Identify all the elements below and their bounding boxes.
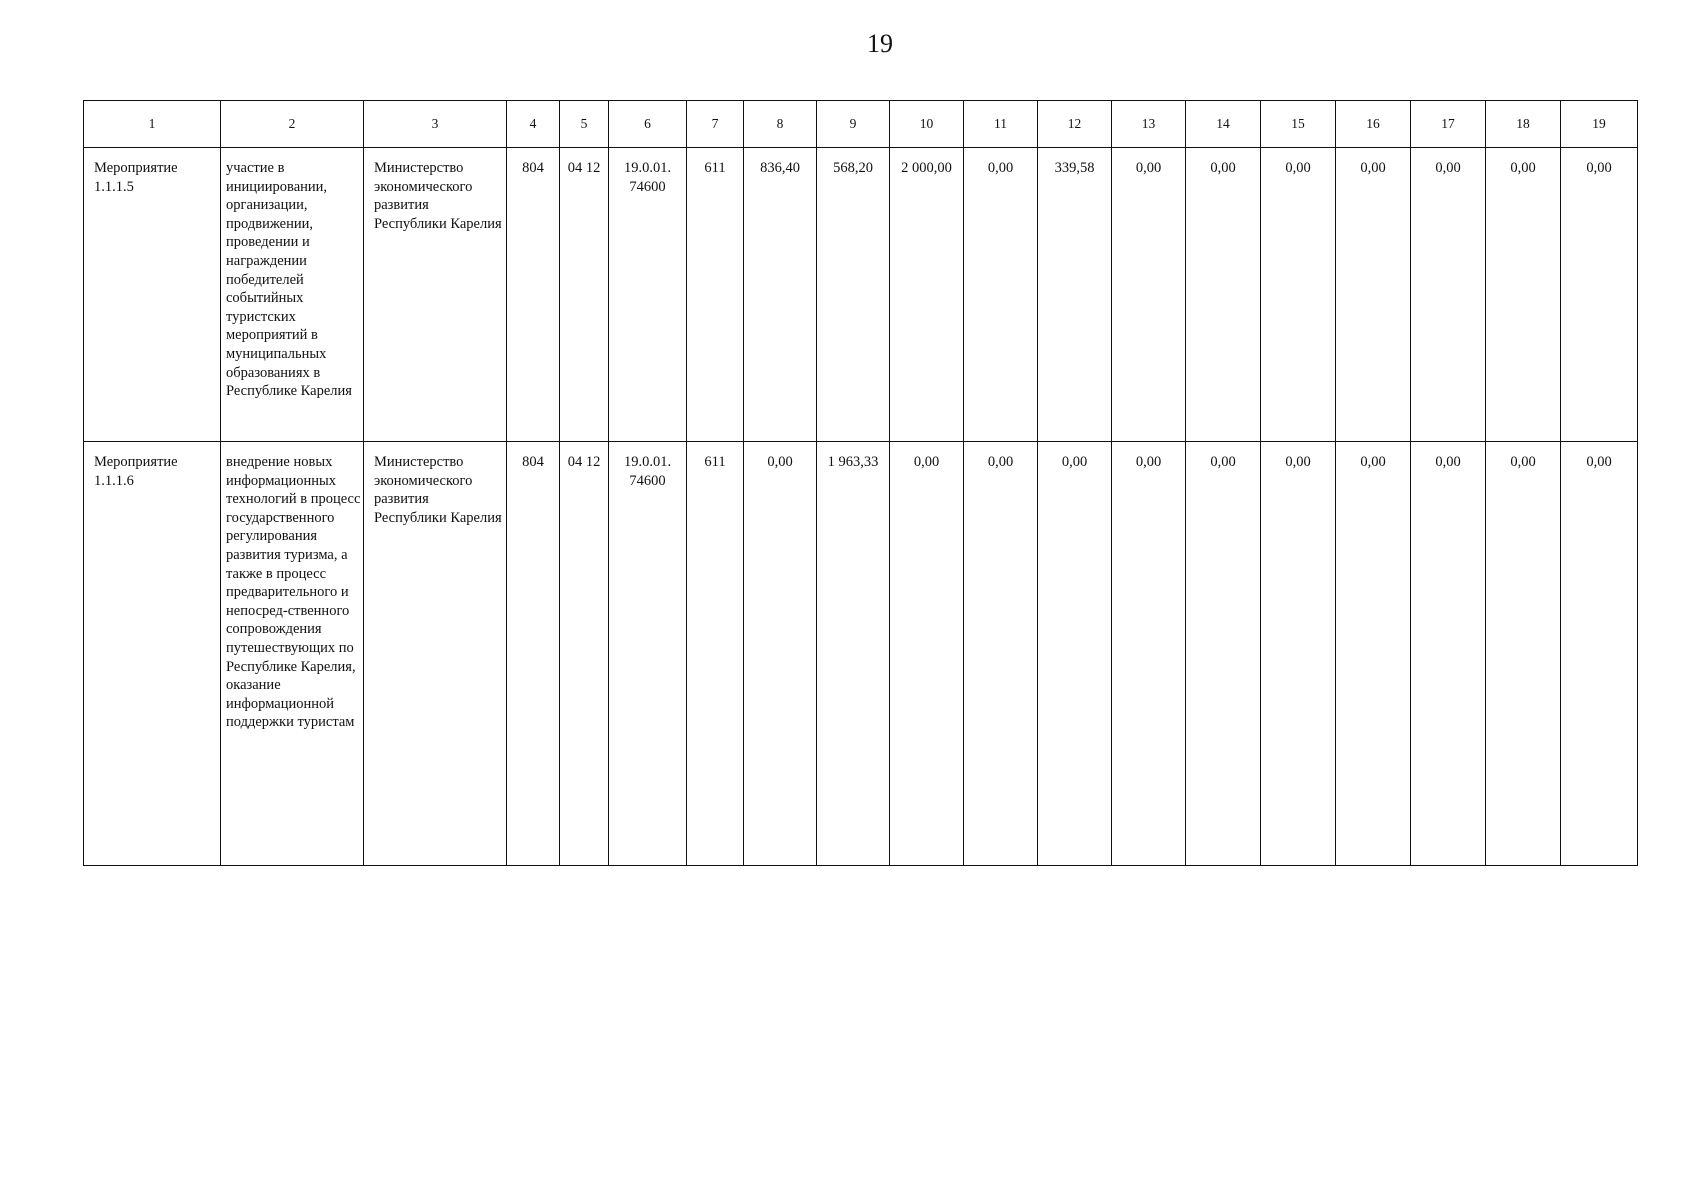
value-cell: 568,20: [817, 148, 890, 442]
description-cell: внедрение новых информационных технологий в процесс государственного регулирования развития туризма, а также в процесс предварительного и непосред-ственного сопровождения путешествующих по Республике Карелия, оказание информационной поддержки туристам: [221, 442, 364, 866]
csr-cell: 19.0.01. 74600: [609, 148, 687, 442]
page-number: 19: [867, 29, 893, 58]
value-cell: 339,58: [1038, 148, 1112, 442]
value-cell: 0,00: [1486, 148, 1561, 442]
table-row: [84, 148, 1638, 442]
column-header: 2: [221, 101, 364, 148]
measure-cell: Мероприятие 1.1.1.5: [84, 148, 221, 442]
csr-cell: 19.0.01. 74600: [609, 442, 687, 866]
value-cell: 0,00: [1112, 148, 1186, 442]
executor-cell: Министерство экономического развития Республики Карелия: [364, 148, 507, 442]
column-header: 9: [817, 101, 890, 148]
value-cell: 0,00: [890, 442, 964, 866]
value-cell: 0,00: [964, 442, 1038, 866]
rzpr-cell: 04 12: [560, 442, 609, 866]
value-cell: 0,00: [1561, 442, 1638, 866]
column-header: 3: [364, 101, 507, 148]
column-header: 6: [609, 101, 687, 148]
column-header: 15: [1261, 101, 1336, 148]
column-header: 19: [1561, 101, 1638, 148]
value-cell: 0,00: [744, 442, 817, 866]
executor-cell: Министерство экономического развития Республики Карелия: [364, 442, 507, 866]
column-header: 14: [1186, 101, 1261, 148]
value-cell: 1 963,33: [817, 442, 890, 866]
column-header: 11: [964, 101, 1038, 148]
value-cell: 836,40: [744, 148, 817, 442]
value-cell: 0,00: [1261, 442, 1336, 866]
column-header: 1: [84, 101, 221, 148]
column-header: 18: [1486, 101, 1561, 148]
column-header: 7: [687, 101, 744, 148]
value-cell: 0,00: [1038, 442, 1112, 866]
value-cell: 2 000,00: [890, 148, 964, 442]
table-row: [84, 442, 1638, 866]
column-header: 17: [1411, 101, 1486, 148]
value-cell: 0,00: [964, 148, 1038, 442]
value-cell: 0,00: [1336, 442, 1411, 866]
measure-cell: Мероприятие 1.1.1.6: [84, 442, 221, 866]
value-cell: 0,00: [1186, 148, 1261, 442]
value-cell: 0,00: [1411, 148, 1486, 442]
column-header: 16: [1336, 101, 1411, 148]
budget-table: [83, 100, 1638, 866]
vr-cell: 611: [687, 148, 744, 442]
column-header: 8: [744, 101, 817, 148]
value-cell: 0,00: [1561, 148, 1638, 442]
column-header: 13: [1112, 101, 1186, 148]
value-cell: 0,00: [1336, 148, 1411, 442]
value-cell: 0,00: [1261, 148, 1336, 442]
column-header: 5: [560, 101, 609, 148]
value-cell: 0,00: [1411, 442, 1486, 866]
value-cell: 0,00: [1112, 442, 1186, 866]
header-row: [84, 101, 1638, 148]
value-cell: 0,00: [1486, 442, 1561, 866]
rzpr-cell: 04 12: [560, 148, 609, 442]
column-header: 4: [507, 101, 560, 148]
value-cell: 0,00: [1186, 442, 1261, 866]
column-header: 12: [1038, 101, 1112, 148]
grbs-cell: 804: [507, 148, 560, 442]
column-header: 10: [890, 101, 964, 148]
grbs-cell: 804: [507, 442, 560, 866]
vr-cell: 611: [687, 442, 744, 866]
description-cell: участие в инициировании, организации, продвижении, проведении и награждении победителей событийных туристских мероприятий в муниципальных образованиях в Республике Карелия: [221, 148, 364, 442]
